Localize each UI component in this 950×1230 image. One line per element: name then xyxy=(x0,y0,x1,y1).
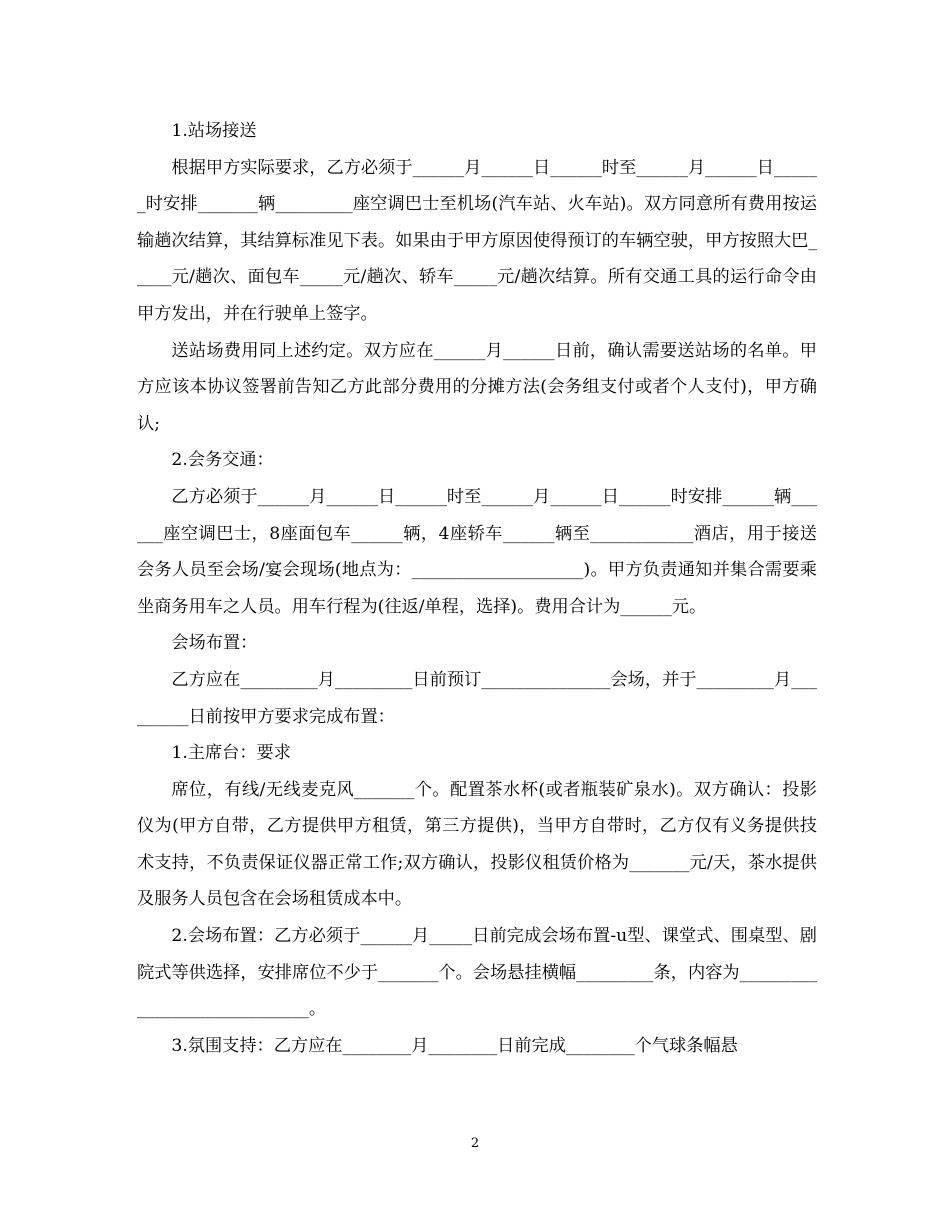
page-number: 2 xyxy=(470,1136,480,1151)
paragraph-station-dropoff-terms: 送站场费用同上述约定。双方应在______月______日前，确认需要送站场的名单。甲方应该本协议签署前告知乙方此部分费用的分摊方法(会务组支付或者个人支付)，甲方确认; xyxy=(137,340,817,434)
paragraph-station-pickup-terms: 根据甲方实际要求，乙方必须于______月______日______时至______月______日______时安排_______辆_________座空调巴士至机场(汽车站、火车站)。双方同意所有费用按运输趟次结算，其结算标准见下表。如果由于甲方原因使得预订的车辆空驶，甲方按照大巴_____元/趟次、面包车_____元/趟次、轿车_____元/趟次结算。所有交通工具的运行命令由甲方发出，并在行驶单上签字。 xyxy=(137,157,817,324)
section-heading-rostrum: 1.主席台：要求 xyxy=(171,743,291,764)
section-heading-conference-transport: 2.会务交通： xyxy=(171,450,274,471)
paragraph-atmosphere-support: 3.氛围支持：乙方应在________月________日前完成________个气球条幅悬 xyxy=(171,1035,738,1056)
section-heading-station-transfer: 1.站场接送 xyxy=(171,121,257,141)
paragraph-venue-layout: 2.会场布置：乙方必须于______月_____日前完成会场布置-u型、课堂式、围桌型、剧院式等供选择，安排席位不少于_______个。会场悬挂横幅_________条，内容为_____________________________。 xyxy=(137,926,817,1020)
paragraph-conference-transport-terms: 乙方必须于______月______日______时至______月______日______时安排______辆______座空调巴士，8座面包车______辆，4座轿车______辆至____________酒店，用于接送会务人员至会场/宴会现场(地点为：____________________)。甲方负责通知并集合需要乘坐商务用车之人员。用车行程为(往返/单程，选择)。费用合计为______元。 xyxy=(137,486,817,617)
document-body xyxy=(137,113,817,1064)
paragraph-rostrum-equipment: 席位，有线/无线麦克风_______个。配置茶水杯(或者瓶装矿泉水)。双方确认：投影仪为(甲方自带，乙方提供甲方租赁，第三方提供)，当甲方自带时，乙方仅有义务提供技术支持，不负责保证仪器正常工作;双方确认，投影仪租赁价格为_______元/天，茶水提供及服务人员包含在会场租赁成本中。 xyxy=(137,779,817,910)
paragraph-venue-booking: 乙方应在_________月_________日前预订_______________会场，并于_________月_________日前按甲方要求完成布置： xyxy=(137,669,817,727)
section-heading-venue-setup: 会场布置： xyxy=(171,633,258,654)
